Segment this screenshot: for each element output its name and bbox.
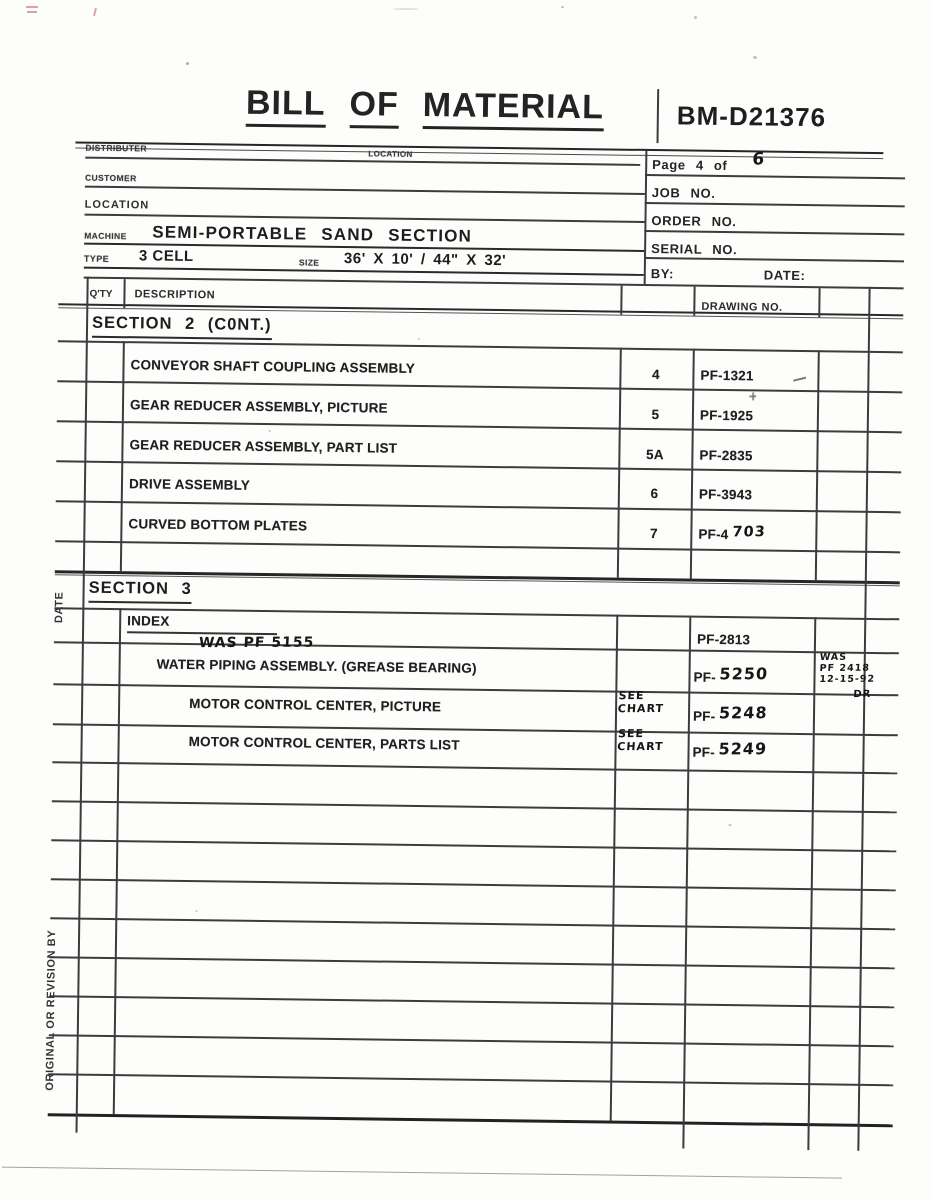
distributer-field-line: [85, 157, 640, 166]
qty-column-header: Q'TY: [89, 288, 113, 300]
serial-no-label: SERIAL NO.: [651, 241, 738, 258]
row-drawing-no-prefix: PF-: [692, 708, 716, 724]
row-line: [49, 995, 894, 1008]
row-drawing-no-prefix: PF-: [692, 744, 715, 760]
job-no-label: JOB NO.: [651, 185, 716, 201]
section2-heading: SECTION 2 (C0NT.): [92, 314, 272, 340]
title-word: MATERIAL: [422, 86, 604, 131]
type-label: TYPE: [83, 253, 110, 264]
row-line: [48, 1073, 893, 1086]
row-drawing-no: PF-1925: [699, 407, 754, 424]
grid-line: [120, 341, 125, 571]
grid-line: [617, 348, 622, 578]
side-note-line: WAS: [819, 651, 848, 663]
row-line: [52, 800, 897, 813]
row-description: CONVEYOR SHAFT COUPLING ASSEMBLY: [130, 357, 416, 376]
page-number-label: Page 4 of: [652, 157, 728, 174]
customer-label: CUSTOMER: [84, 172, 137, 184]
section3-heading: SECTION 3: [88, 579, 191, 604]
row-description: DRIVE ASSEMBLY: [128, 476, 251, 493]
row-number: 6: [650, 486, 659, 502]
row-drawing-no-handwritten: 5250: [718, 664, 769, 684]
qty-handwritten: SEE CHART: [616, 727, 664, 754]
scan-speck: [195, 910, 197, 912]
row-drawing-no-prefix: PF-: [693, 669, 716, 685]
location-field-line: [85, 214, 645, 223]
size-value: 36' X 10' / 44" X 32': [343, 250, 507, 270]
drawing-column-header: DRAWING NO.: [701, 300, 783, 314]
scan-speck: [729, 824, 732, 826]
scan-edge-line: [2, 1167, 842, 1179]
row-line: [56, 460, 901, 473]
row-number: 7: [649, 526, 658, 542]
row-drawing-no: PF-3943: [698, 486, 753, 503]
row-description: MOTOR CONTROL CENTER, PARTS LIST: [188, 734, 460, 753]
order-no-label: ORDER NO.: [651, 213, 737, 230]
side-note-line: 12-15-92: [819, 673, 876, 685]
row-line: [50, 917, 895, 930]
by-label: BY:: [650, 266, 675, 282]
row-drawing-no-handwritten: 703: [731, 524, 767, 541]
document-number: BM-D21376: [676, 100, 827, 133]
row-description: GEAR REDUCER ASSEMBLY, PART LIST: [129, 437, 398, 456]
margin-date-label: DATE: [53, 591, 66, 624]
row-line: [51, 878, 896, 891]
description-column-header: DESCRIPTION: [134, 288, 216, 302]
row-line: [51, 839, 896, 852]
type-value: 3 CELL: [138, 247, 194, 266]
date-field-label: DATE:: [763, 267, 806, 284]
note-above-handwritten: WAS PF 5155: [198, 634, 315, 652]
row-description: MOTOR CONTROL CENTER, PICTURE: [189, 696, 442, 715]
scan-speck: [418, 338, 420, 340]
type-field-line: [84, 267, 644, 276]
location-label: LOCATION: [84, 198, 150, 212]
row-line: [49, 1034, 894, 1047]
machine-label: MACHINE: [84, 230, 127, 242]
row-line: [57, 380, 902, 393]
row-number: 5: [651, 407, 660, 423]
title-word: BILL: [246, 84, 326, 128]
page-total-handwritten: 6: [751, 149, 766, 170]
qty-handwritten: SEE CHART: [617, 689, 665, 716]
customer-field-line: [85, 186, 645, 195]
row-drawing-no-prefix: PF-4: [698, 526, 729, 543]
serial-field-line: [644, 257, 904, 262]
scan-speck: [269, 430, 271, 432]
handwritten-mark: [793, 371, 807, 381]
row-description: WATER PIPING ASSEMBLY. (GREASE BEARING): [156, 656, 477, 676]
row-drawing-no: PF-2835: [699, 447, 753, 464]
grid-line: [690, 349, 695, 579]
row-number: 4: [652, 367, 660, 383]
right-header-border: [644, 151, 647, 285]
row-drawing-no: PF-2813: [696, 631, 751, 648]
row-line: [57, 420, 902, 433]
row-line: [52, 761, 897, 774]
table-bottom-line: [48, 1113, 893, 1127]
location-mid-label: LOCATION: [368, 149, 413, 159]
row-line: [53, 683, 898, 696]
row-line: [56, 500, 901, 513]
page-field-line: [645, 174, 905, 179]
row-line: [55, 540, 900, 553]
side-note-line: PF 2418: [819, 662, 871, 674]
machine-value: SEMI-PORTABLE SAND SECTION: [152, 222, 473, 246]
page-title: [246, 84, 604, 132]
grid-line: [815, 350, 820, 580]
revision-side-note: [819, 651, 898, 700]
job-field-line: [645, 202, 905, 207]
table-right-border: [857, 287, 870, 1151]
grid-line: [807, 617, 816, 1150]
title-word: OF: [349, 85, 399, 129]
row-drawing-no: PF-1321: [700, 367, 754, 384]
row-drawing-no-handwritten: 5249: [717, 739, 768, 759]
row-line: [54, 641, 899, 654]
size-label: SIZE: [298, 257, 320, 268]
distributer-label: DISTRIBUTER: [85, 142, 148, 154]
title-divider-line: [657, 89, 659, 143]
row-number: 5A: [645, 446, 664, 463]
row-description: GEAR REDUCER ASSEMBLY, PICTURE: [129, 397, 388, 416]
margin-revision-label: ORIGINAL OR REVISION BY: [44, 929, 59, 1091]
table-left-border: [76, 277, 89, 1133]
grid-line: [682, 616, 691, 1149]
row-drawing-no-handwritten: 5248: [718, 703, 769, 723]
order-field-line: [644, 230, 904, 235]
handwritten-mark: [752, 392, 754, 400]
row-description: CURVED BOTTOM PLATES: [128, 516, 308, 534]
row-line: [53, 723, 898, 736]
side-note-initials: DR: [852, 689, 872, 701]
row-line: [50, 956, 895, 969]
row-line: [58, 340, 903, 353]
row-description: INDEX: [127, 613, 277, 635]
